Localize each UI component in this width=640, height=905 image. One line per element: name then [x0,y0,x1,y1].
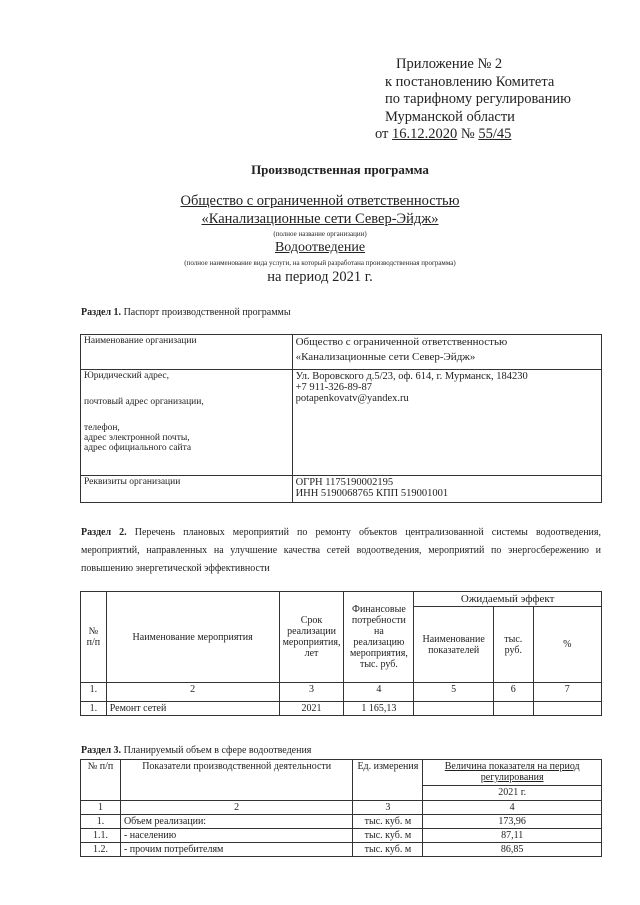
appendix-line3: по тарифному регулированию [385,91,571,107]
table-row [81,683,602,702]
col-number: 3 [279,683,344,702]
passport-value-cell [292,476,601,503]
section3-heading [81,745,311,756]
volume-num: 1. [81,815,121,829]
period-line: на период 2021 г. [267,269,373,285]
table-row [81,702,602,716]
section1-label: Раздел 1. [81,307,122,318]
decree-number: 55/45 [478,126,512,142]
volume-unit: тыс. куб. м [353,815,423,829]
page-title: Производственная программа [251,162,429,177]
decree-date: 16.12.2020 [392,126,458,142]
measure-indicator [414,702,494,716]
passport-value: Ул. Воровского д.5/23, оф. 614, г. Мурманск, 184230 [295,371,528,382]
volume-name: - прочим потребителям [120,843,352,857]
org-name-line1: Общество с ограниченной ответственностью [180,193,460,209]
measure-rub [494,702,534,716]
passport-table [80,334,602,503]
volume-unit: тыс. куб. м [353,829,423,843]
section1-title: Паспорт производственной программы [123,307,291,318]
measure-term: 2021 [279,702,344,716]
org-name-caption: (полное название организации) [273,230,367,238]
header-pct: % [533,607,601,683]
passport-label: адрес официального сайта [84,443,192,453]
section3-title: Планируемый объем в сфере водоотведения [123,745,312,756]
section3-label: Раздел 3. [81,745,122,756]
table-row [81,843,602,857]
header-finance: Финансовые потребности на реализацию мероприятия, тыс. руб. [344,592,414,683]
col-number: 4 [344,683,414,702]
volume-value: 86,85 [423,843,602,857]
date-prefix: от [375,126,389,142]
appendix-line4: Мурманской области [385,108,515,125]
passport-label: Юридический адрес, [84,371,169,381]
col-number: 5 [414,683,494,702]
passport-value: «Канализационные сети Север-Эйдж» [295,351,476,363]
header-num: № п/п [81,592,107,683]
service-name: Водоотведение [274,240,366,255]
table-row [81,335,602,370]
passport-value-cell [292,335,601,370]
header-indicators: Наименование показателей [414,607,494,683]
passport-value: ОГРН 1175190002195 [295,477,394,488]
passport-value: ИНН 5190068765 КПП 519001001 [295,488,449,499]
measure-finance: 1 165,13 [344,702,414,716]
section2-text: Перечень плановых мероприятий по ремонту объектов централизованной системы водоотведения, мероприятий, направленных на улучшение качества сетей водоотведения, мероприятий по энергосбережению и повышению энергетической эффективности [81,527,601,574]
passport-value: Общество с ограниченной ответственностью [295,336,508,348]
passport-value: potapenkovatv@yandex.ru [295,393,409,404]
header-year: 2021 г. [423,786,602,801]
table-row [81,829,602,843]
appendix-block [375,56,571,144]
passport-value: +7 911-326-89-87 [295,382,372,393]
header-measure-name: Наименование мероприятия [106,592,279,683]
passport-label: адрес электронной почты, [84,433,190,443]
section1-heading [81,307,291,318]
volume-value: 173,96 [423,815,602,829]
table-row [81,760,602,786]
passport-label-cell [81,476,293,503]
passport-label-cell [81,335,293,370]
passport-label-cell [81,370,293,476]
header-rub: тыс. руб. [494,607,534,683]
header-term: Срок реализации мероприятия, лет [279,592,344,683]
appendix-line1: Приложение № 2 [396,56,503,72]
header-num: № п/п [81,760,121,801]
volume-value: 87,11 [423,829,602,843]
col-number: 2 [120,801,352,815]
measure-num: 1. [81,702,107,716]
table-row [81,476,602,503]
col-number: 6 [494,683,534,702]
volume-unit: тыс. куб. м [353,843,423,857]
col-number: 2 [106,683,279,702]
passport-label: Реквизиты организации [84,477,181,487]
col-number: 7 [533,683,601,702]
passport-label: Наименование организации [84,336,197,346]
measure-pct [533,702,601,716]
header-value: Величина показателя на период регулирования [423,760,602,786]
volume-name: - населению [120,829,352,843]
volume-name: Объем реализации: [120,815,352,829]
table-row [81,370,602,476]
section2-heading [81,524,601,578]
header-unit: Ед. измерения [353,760,423,801]
table-row [81,592,602,607]
measures-table [80,591,602,716]
measure-name: Ремонт сетей [106,702,279,716]
col-number: 1. [81,683,107,702]
number-prefix: № [460,126,475,142]
org-name-line2: «Канализационные сети Север-Эйдж» [201,211,439,227]
passport-label: почтовый адрес организации, [84,397,204,407]
appendix-date-line [375,126,571,144]
col-number: 3 [353,801,423,815]
appendix-line2: к постановлению Комитета [385,73,555,90]
header-indicators: Показатели производственной деятельности [120,760,352,801]
col-number: 4 [423,801,602,815]
volume-num: 1.1. [81,829,121,843]
volume-table [80,759,602,857]
passport-value-cell [292,370,601,476]
section2-label: Раздел 2. [81,527,127,538]
col-number: 1 [81,801,121,815]
service-caption: (полное наименование вида услуги, на который разработана производственная программа) [184,259,456,267]
header-effect: Ожидаемый эффект [414,592,602,607]
table-row [81,815,602,829]
passport-label: телефон, [84,423,120,433]
volume-num: 1.2. [81,843,121,857]
table-row [81,801,602,815]
